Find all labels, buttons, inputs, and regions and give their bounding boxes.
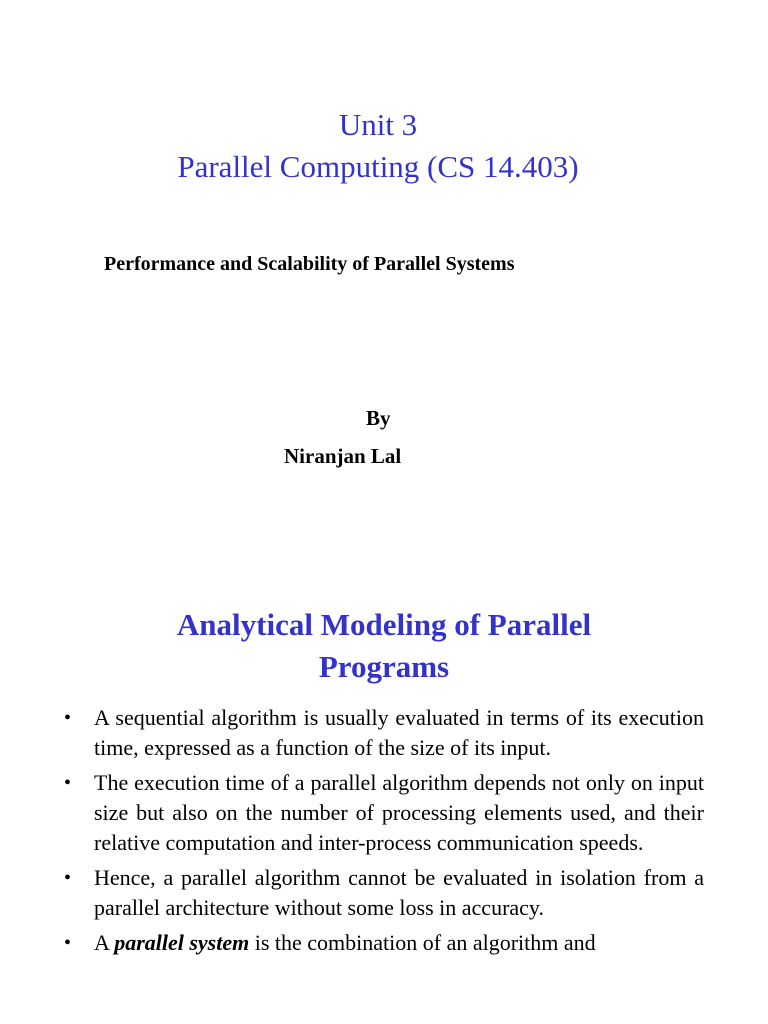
bullet-prefix: A — [94, 930, 115, 955]
author-name: Niranjan Lal — [284, 444, 402, 468]
bullet-list — [62, 703, 704, 963]
list-item — [62, 703, 704, 763]
section-heading — [0, 604, 768, 688]
section-heading-line2: Programs — [318, 649, 450, 684]
bullet-text: A sequential algorithm is usually evaluated in terms of its execution time, expressed as a function of the size of its input. — [94, 705, 704, 760]
course-title: Parallel Computing (CS 14.403) — [177, 149, 579, 184]
bullet-text — [94, 930, 596, 955]
emphasis-term: parallel system — [114, 930, 250, 955]
bullet-text: Hence, a parallel algorithm cannot be evaluated in isolation from a parallel architecture without some loss in accuracy. — [94, 865, 704, 920]
list-item — [62, 928, 704, 958]
bullet-text: The execution time of a parallel algorithm depends not only on input size but also on the number of processing elements used, and their relative computation and inter-process communication speeds. — [94, 770, 704, 855]
unit-title: Unit 3 — [338, 107, 418, 142]
bullet-suffix: is the combination of an algorithm and — [249, 930, 596, 955]
bullet-dot-icon: • — [64, 772, 72, 794]
list-item — [62, 768, 704, 858]
bullet-dot-icon: • — [64, 932, 72, 954]
by-label: By — [366, 406, 391, 430]
slide-title — [0, 104, 756, 188]
bullet-dot-icon: • — [64, 867, 72, 889]
section-heading-line1: Analytical Modeling of Parallel — [176, 607, 592, 642]
slide-subtitle: Performance and Scalability of Parallel Systems — [104, 253, 515, 275]
bullet-dot-icon: • — [64, 707, 72, 729]
list-item — [62, 863, 704, 923]
